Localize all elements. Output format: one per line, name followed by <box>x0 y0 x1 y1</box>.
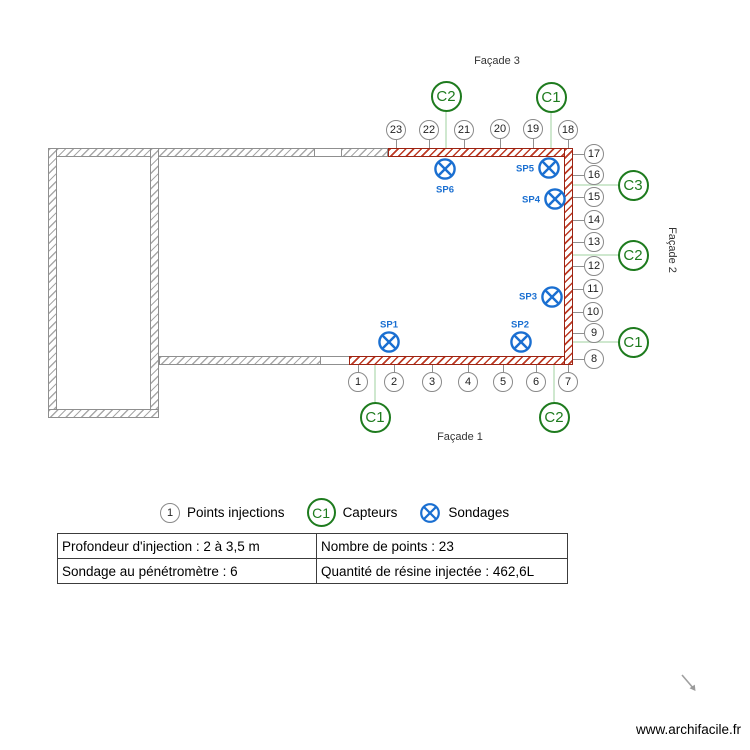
sondage-label: SP2 <box>511 319 529 331</box>
cursor-arrow-icon <box>678 672 704 703</box>
capteur-badge: C2 <box>539 402 570 433</box>
wall-opening <box>321 356 349 365</box>
facade-label: Façade 3 <box>474 55 520 67</box>
facade-label: Façade 1 <box>437 431 483 443</box>
injection-tick <box>568 365 569 372</box>
injection-point: 21 <box>454 120 474 140</box>
wall-segment <box>150 148 159 418</box>
legend-points-label: Points injections <box>187 505 285 520</box>
injection-tick <box>358 365 359 372</box>
injection-tick <box>573 266 584 267</box>
injection-tick <box>429 140 430 148</box>
injection-tick <box>573 242 584 243</box>
injection-tick <box>394 365 395 372</box>
injection-point: 16 <box>584 165 604 185</box>
website-watermark: www.archifacile.fr <box>636 722 742 737</box>
sondage-icon <box>543 187 567 211</box>
wall-segment <box>48 409 159 418</box>
sondage-icon <box>377 330 401 354</box>
injection-point: 18 <box>558 120 578 140</box>
wall-segment <box>48 148 315 157</box>
injection-point: 12 <box>584 256 604 276</box>
injection-tick <box>464 140 465 148</box>
wall-opening <box>315 148 341 157</box>
injection-point: 17 <box>584 144 604 164</box>
table-cell: Nombre de points : 23 <box>317 534 568 559</box>
table-cell: Sondage au pénétromètre : 6 <box>58 559 317 584</box>
injection-point-legend-icon: 1 <box>160 503 180 523</box>
wall-segment <box>341 148 388 157</box>
injection-point: 13 <box>584 232 604 252</box>
capteur-connector-line <box>553 365 555 402</box>
table-row <box>58 534 568 559</box>
info-table <box>57 533 568 584</box>
injection-point: 9 <box>584 323 604 343</box>
sondage-label: SP5 <box>516 163 534 175</box>
injection-point: 14 <box>584 210 604 230</box>
injection-point: 8 <box>584 349 604 369</box>
injection-tick <box>573 175 584 176</box>
legend <box>160 497 509 528</box>
injection-tick <box>573 333 584 334</box>
injection-point: 3 <box>422 372 442 392</box>
sondage-legend-icon <box>419 502 441 524</box>
injection-point: 11 <box>583 279 603 299</box>
injection-tick <box>503 365 504 372</box>
injection-tick <box>568 140 569 148</box>
injection-tick <box>573 220 584 221</box>
injection-point: 15 <box>584 187 604 207</box>
sondage-label: SP3 <box>519 291 537 303</box>
injection-point: 5 <box>493 372 513 392</box>
sondage-icon <box>537 156 561 180</box>
injection-tick <box>468 365 469 372</box>
injection-tick <box>533 139 534 148</box>
injection-point: 1 <box>348 372 368 392</box>
capteur-connector-line <box>374 365 376 402</box>
sondage-label: SP1 <box>380 319 398 331</box>
sondage-icon <box>540 285 564 309</box>
facade-label: Façade 2 <box>666 227 678 273</box>
sondage-icon <box>509 330 533 354</box>
injection-point: 2 <box>384 372 404 392</box>
capteur-badge: C3 <box>618 170 649 201</box>
sondage-label: SP6 <box>436 184 454 196</box>
legend-sondages-label: Sondages <box>448 505 510 520</box>
capteur-legend-icon: C1 <box>307 498 336 527</box>
capteur-badge: C1 <box>536 82 567 113</box>
wall-segment <box>159 356 321 365</box>
capteur-badge: C1 <box>360 402 391 433</box>
injection-point: 6 <box>526 372 546 392</box>
injection-point: 10 <box>583 302 603 322</box>
table-cell: Profondeur d'injection : 2 à 3,5 m <box>58 534 317 559</box>
injection-tick <box>536 365 537 372</box>
capteur-connector-line <box>550 113 552 148</box>
legend-capteurs-label: Capteurs <box>342 505 398 520</box>
capteur-badge: C1 <box>618 327 649 358</box>
sondage-label: SP4 <box>522 194 540 206</box>
injection-tick <box>573 359 584 360</box>
injection-tick <box>396 140 397 148</box>
table-row <box>58 559 568 584</box>
sondage-icon <box>433 157 457 181</box>
wall-segment <box>564 148 573 365</box>
injection-point: 4 <box>458 372 478 392</box>
injection-point: 20 <box>490 119 510 139</box>
injection-tick <box>573 154 584 155</box>
injection-tick <box>573 197 584 198</box>
injection-point: 7 <box>558 372 578 392</box>
capteur-badge: C2 <box>431 81 462 112</box>
injection-tick <box>432 365 433 372</box>
injection-point: 19 <box>523 119 543 139</box>
capteur-connector-line <box>445 112 447 148</box>
wall-segment <box>48 148 57 418</box>
wall-segment <box>349 356 573 365</box>
injection-tick <box>500 139 501 148</box>
table-cell: Quantité de résine injectée : 462,6L <box>317 559 568 584</box>
injection-point: 23 <box>386 120 406 140</box>
injection-point: 22 <box>419 120 439 140</box>
capteur-badge: C2 <box>618 240 649 271</box>
